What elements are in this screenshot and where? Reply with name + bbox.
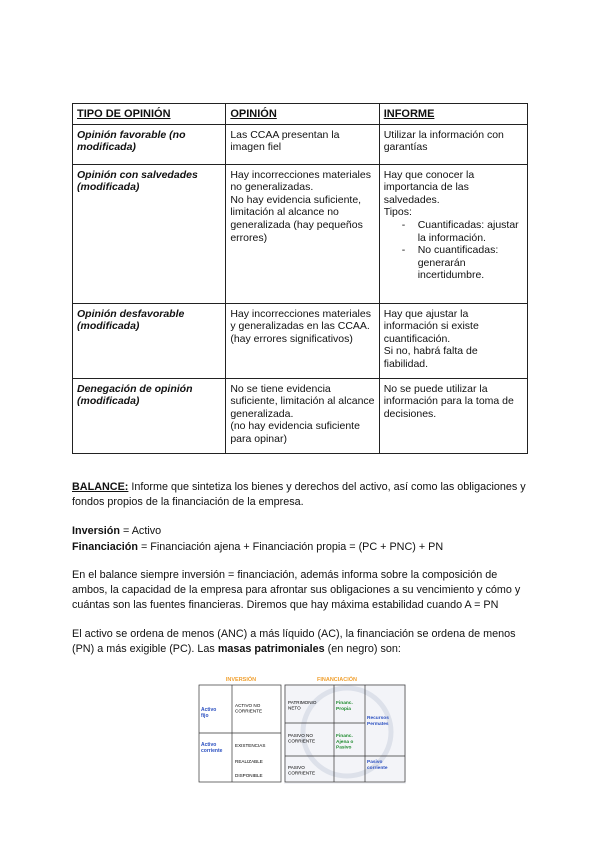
cell-text: No se tiene evidencia suficiente, limitación al alcance generalizada. [230, 382, 375, 420]
inversion-label: Inversión [72, 525, 121, 537]
pasivo-corriente-blue-label: Pasivo corriente [367, 760, 388, 771]
cell-text: (no hay evidencia suficiente para opinar) [230, 420, 360, 445]
cell-text: Tipos: [383, 206, 412, 219]
opinion-cell [226, 164, 379, 303]
cell-text: Hay incorrecciones materiales y generalizadas en las CCAA. [230, 307, 371, 333]
balance-definition [72, 480, 532, 510]
audit-opinion-table [72, 103, 528, 454]
inversion-line [72, 524, 532, 539]
opinion-cell [226, 378, 379, 453]
informe-cell [379, 378, 527, 453]
inversion-title: INVERSIÓN [225, 677, 257, 683]
financiacion-line [72, 540, 532, 555]
pasivo-corriente-label: PASIVO CORRIENTE [288, 765, 316, 776]
financiacion-value: = Financiación ajena + Financiación propia = (PC + PNC) + PN [138, 541, 444, 553]
column-header: INFORME [379, 104, 527, 125]
list-item: - Cuantificadas: ajustar la información. [418, 219, 523, 244]
informe-cell [379, 124, 527, 164]
balance-paragraph: En el balance siempre inversión = financiación, además informa sobre la composición de ambos, la capacidad de la empresa para afrontar sus obligaciones a su vencimiento y cómo y cuántas son las fuentes financieras. Diremos que hay máxima estabilidad cuando A = PN [72, 569, 521, 611]
cell-text: Las CCAA presentan la imagen fiel [230, 128, 340, 154]
financ-propia-label: Financ. Propia [336, 701, 353, 712]
recursos-permanentes-label: Recursos Permates [367, 716, 389, 727]
orden-paragraph [72, 627, 532, 657]
balance-diagram-svg [197, 674, 407, 784]
inversion-box [199, 685, 281, 782]
opinion-type-cell: Opinión desfavorable (modificada) [73, 303, 226, 378]
orden-text: El activo se ordena de menos (ANC) a más líquido (AC), la financiación se ordena de menos (PN) a más exigible (PC). Las [72, 628, 516, 655]
cell-text: No hay evidencia suficiente, limitación al alcance no generalizada (hay pequeños errores) [230, 193, 363, 244]
informe-cell [379, 303, 527, 378]
cell-text: (hay errores significativos) [230, 332, 353, 345]
cell-text: Hay que ajustar la información si existe cuantificación. [383, 307, 479, 345]
patrimonio-neto-label: PATRIMONIO NETO [288, 700, 317, 711]
inversion-value: = Activo [120, 525, 162, 537]
cell-text: Utilizar la información con garantías [383, 128, 504, 154]
realizable-label: REALIZABLE [235, 759, 263, 764]
financiacion-title: FINANCIACIÓN [316, 677, 358, 683]
activo-no-corriente-label: ACTIVO NO CORRIENTE [235, 703, 263, 714]
opinion-type-cell: Opinión favorable (no modificada) [73, 124, 226, 164]
financ-ajena-label: Financ. Ajena o Pasivo [336, 734, 354, 751]
financiacion-label: Financiación [72, 541, 138, 553]
cell-text: Hay que conocer la importancia de las salvedades. [383, 168, 475, 206]
cell-text: No se puede utilizar la información para la toma de decisiones. [383, 382, 514, 420]
orden-tail: (en negro) son: [324, 643, 401, 655]
cell-text: Si no, habrá falta de fiabilidad. [383, 345, 478, 370]
column-header: OPINIÓN [226, 104, 379, 125]
informe-cell [379, 164, 527, 303]
pasivo-no-corriente-label: PASIVO NO CORRIENTE [288, 733, 316, 744]
column-header: TIPO DE OPINIÓN [73, 104, 226, 125]
existencias-label: EXISTENCIAS [235, 743, 266, 748]
table-row [73, 124, 528, 164]
opinion-cell [226, 303, 379, 378]
balance-diagram [197, 674, 407, 784]
activo-corriente-label: Activo corriente [201, 742, 223, 754]
list-item: - No cuantificadas: generarán incertidumbre. [418, 244, 523, 282]
table-row [73, 164, 528, 303]
balance-definition-text: Informe que sintetiza los bienes y derechos del activo, así como las obligaciones y fondos propios de la financiación de la empresa. [72, 481, 526, 508]
tipos-list [384, 219, 523, 282]
opinion-cell [226, 124, 379, 164]
table-row [73, 378, 528, 453]
table-row [73, 303, 528, 378]
activo-fijo-label: Activo fijo [201, 707, 217, 719]
balance-title: BALANCE: [72, 481, 129, 493]
cell-text: Hay incorrecciones materiales no generalizadas. [230, 168, 371, 194]
opinion-type-cell: Denegación de opinión (modificada) [73, 378, 226, 453]
opinion-type-cell: Opinión con salvedades (modificada) [73, 164, 226, 303]
masas-label: masas patrimoniales [217, 643, 325, 655]
disponible-label: DISPONIBLE [235, 773, 263, 778]
table-header-row [73, 104, 528, 125]
